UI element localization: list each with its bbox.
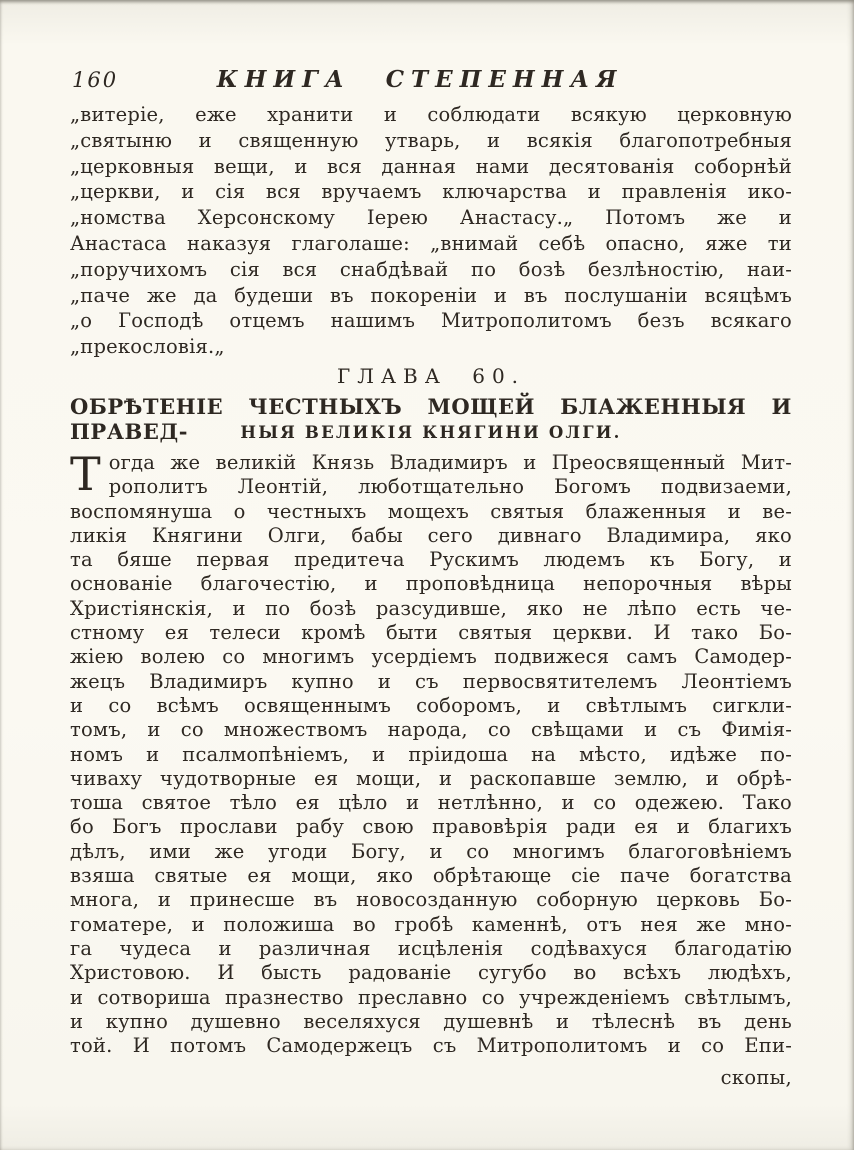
text-line: и со всѣмъ освященнымъ соборомъ, и свѣтлымъ сигкли- (70, 693, 792, 717)
running-title: КНИГА СТЕПЕННАЯ (216, 66, 624, 93)
section-title-line1: ОБРѢТЕНІЕ ЧЕСТНЫХЪ МОЩЕЙ БЛАЖЕННЫЯ И ПРАВЕД- (70, 394, 792, 444)
text-line: стному ея телеси кромѣ быти святыя церкви. И тако Бо- (70, 621, 792, 645)
chapter-heading: ГЛАВА 60. (336, 364, 526, 388)
text-line: „о Господѣ отцемъ нашимъ Митрополитомъ безъ всякаго (70, 309, 792, 333)
text-line: га чудеса и различная исцѣленія содѣвахуся благодатію (70, 936, 792, 960)
text-line: жіею волею со многимъ усердіемъ подвижеся самъ Самодер- (70, 645, 792, 669)
text-line: жецъ Владимиръ купно и съ первосвятителемъ Леонтіемъ (70, 669, 792, 693)
text-line: и сотвориша празнество преславно со учрежденіемъ свѣтлымъ, (70, 985, 792, 1009)
text-line: гоматере, и положиша во гробѣ каменнѣ, отъ нея же мно- (70, 912, 792, 936)
text-line: основаніе благочестію, и проповѣдница непорочныя вѣры (70, 572, 792, 596)
text-line: томъ, и со множествомъ народа, со свѣщами и съ Фимія- (70, 718, 792, 742)
text-line: номъ и псалмопѣніемъ, и пріидоша на мѣсто, идѣже по- (70, 742, 792, 766)
body-paragraph (70, 447, 792, 1058)
quoted-paragraph-lines (70, 102, 792, 360)
catchword: скопы, (720, 1066, 792, 1089)
drop-cap-initial: Т (70, 447, 101, 501)
text-line: „поручихомъ сія вся снабдѣвай по бозѣ безлѣностію, наи- (70, 257, 792, 281)
text-line: „церковныя вещи, и вся данная нами десятованія соборнѣй (70, 154, 792, 178)
text-line: Анастаса наказуя глаголаше: „внимай себѣ опасно, яже ти (70, 231, 792, 255)
text-line: и купно душевно веселяхуся душевнѣ и тѣлеснѣ въ день (70, 1009, 792, 1033)
page-header (72, 66, 792, 93)
text-line: „церкви, и сія вся вручаемъ ключарства и правленія ико- (70, 180, 792, 204)
text-line: „витеріе, еже хранити и соблюдати всякую церковную (70, 103, 792, 126)
text-line: дѣлъ, ими же угоди Богу, и со многимъ благоговѣніемъ (70, 839, 792, 863)
quoted-paragraph (70, 102, 792, 360)
text-line: огда же великій Князь Владимиръ и Преосвященный Мит- (108, 451, 792, 474)
text-line: „паче же да будеши въ покореніи и въ послушаніи всяцѣмъ (70, 283, 792, 307)
text-line: „прекословія.„ (70, 335, 225, 359)
text-line: той. И потомъ Самодержецъ съ Митрополитомъ и со Епи- (70, 1034, 792, 1058)
text-line: та бяше первая предитеча Рускимъ людемъ къ Богу, и (70, 548, 792, 572)
text-line: бо Богъ прослави рабу свою правовѣрія ради ея и благихъ (70, 815, 792, 839)
text-line: ликія Княгини Олги, бабы сего дивнаго Владимира, яко (70, 523, 792, 547)
text-line: „святыню и священную утварь, и всякія благопотребныя (70, 128, 792, 152)
section-title-line2: НЫЯ ВЕЛИКІЯ КНЯГИНИ ОЛГИ. (240, 423, 622, 442)
text-line: „номства Херсонскому Іерею Анастасу.„ Потомъ же и (70, 206, 792, 230)
body-paragraph-lines (70, 447, 792, 1058)
text-line: рополитъ Леонтій, люботщательно Богомъ подвизаеми, (108, 475, 792, 499)
text-line: воспомянуша о честныхъ мощехъ святыя блаженныя и ве- (70, 499, 792, 523)
text-line: чиваху чудотворные ея мощи, и раскопавше землю, и обрѣ- (70, 766, 792, 790)
text-line: многа, и принесше въ новосозданную соборную церковь Бо- (70, 888, 792, 912)
text-line: тоша святое тѣло ея цѣло и нетлѣнно, и со одежею. Тако (70, 791, 792, 815)
text-line: Христовою. И бысть радованіе сугубо во всѣхъ людѣхъ, (70, 961, 792, 985)
text-line: Христіянскія, и по бозѣ разсудивше, яко не лѣпо есть че- (70, 596, 792, 620)
page-number: 160 (72, 68, 119, 92)
text-line: взяша святые ея мощи, яко обрѣтающе сіе паче богатства (70, 864, 792, 888)
